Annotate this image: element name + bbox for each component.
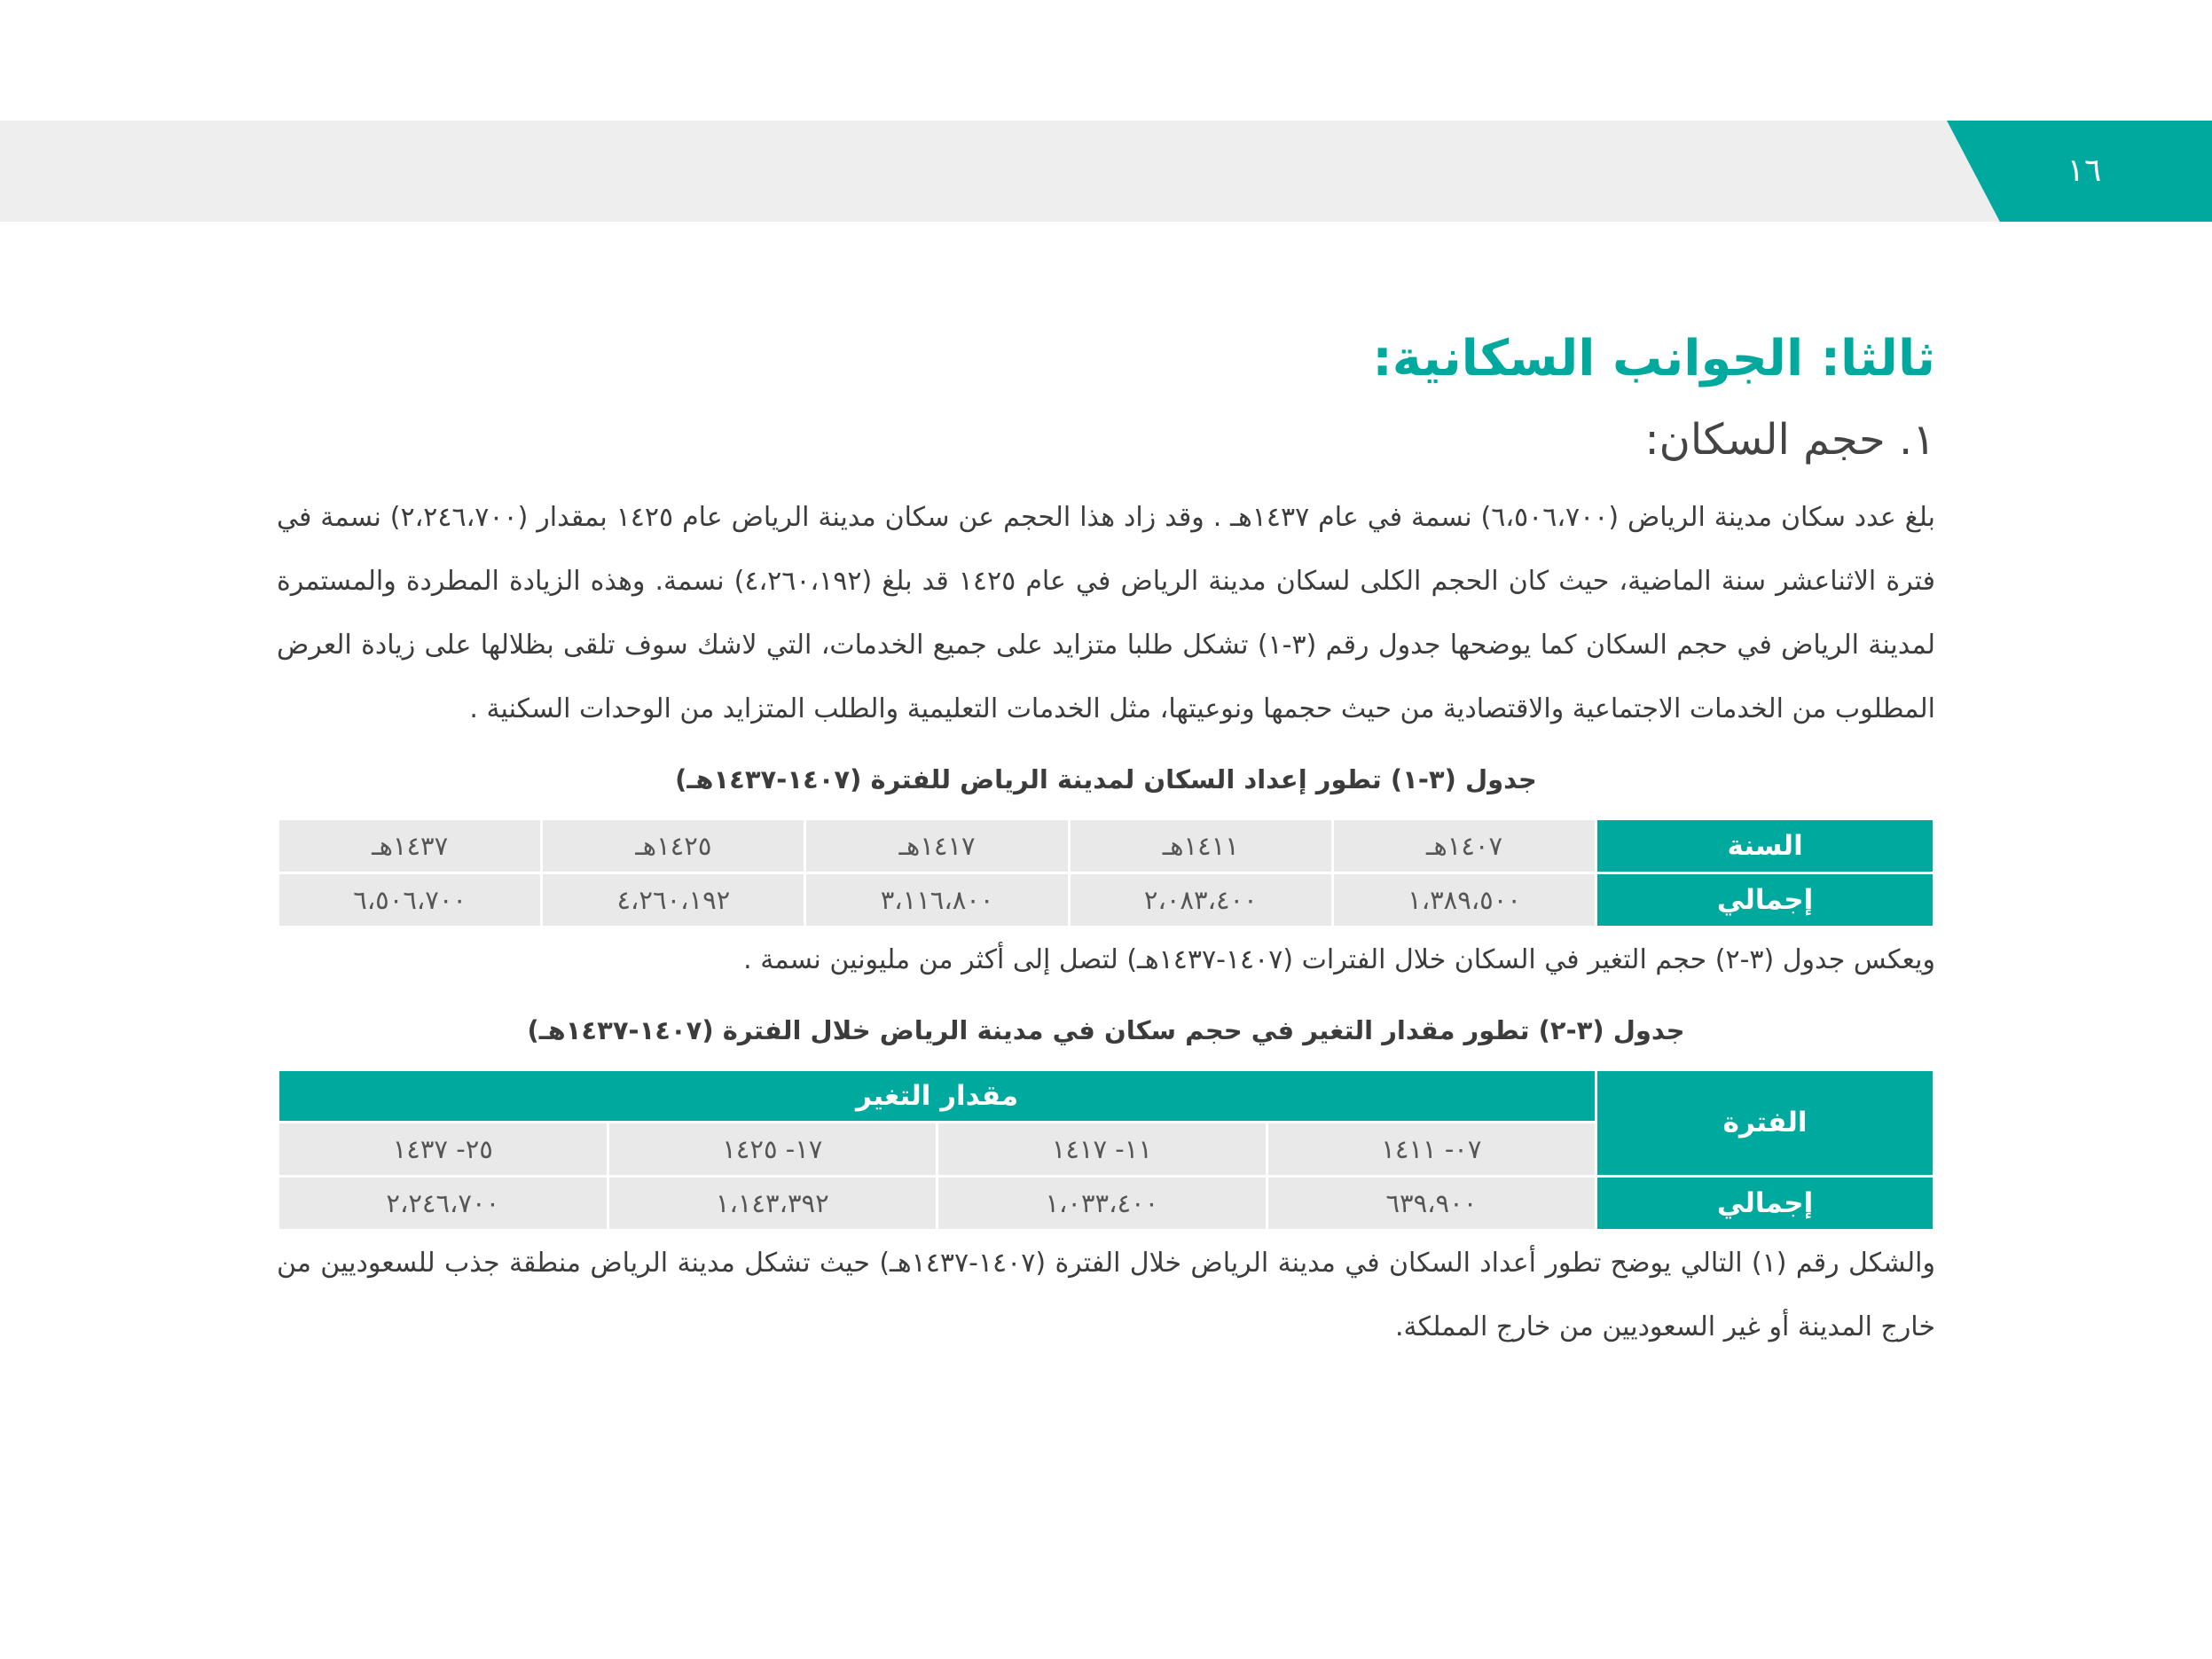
table-cell: ١١- ١٤١٧ — [937, 1122, 1267, 1176]
row-label-total: إجمالي — [1596, 1176, 1934, 1230]
header-band — [0, 121, 2212, 222]
table-cell: ٢٥- ١٤٣٧ — [278, 1122, 608, 1176]
paragraph-change-intro: ويعكس جدول (٣-٢) حجم التغير في السكان خلال الفترات (١٤٠٧-١٤٣٧هـ) لتصل إلى أكثر من مليونين نسمة . — [743, 943, 1935, 975]
table-cell: ٠٧- ١٤١١ — [1267, 1122, 1596, 1176]
section-title: ثالثا: الجوانب السكانية: — [1372, 330, 1935, 387]
table-cell: ١،١٤٣،٣٩٢ — [608, 1176, 937, 1230]
table-cell: ٦٣٩،٩٠٠ — [1267, 1176, 1596, 1230]
row-label-year: السنة — [1596, 818, 1934, 873]
table-row-totals — [278, 873, 1934, 927]
page-number: ١٦ — [2067, 153, 2102, 189]
table-cell: ١،٣٨٩،٥٠٠ — [1332, 873, 1596, 927]
table-cell: ١٤١١هـ — [1069, 818, 1332, 873]
table-cell: ١٤١٧هـ — [805, 818, 1069, 873]
page-content — [277, 328, 1935, 1359]
table-row-years — [278, 818, 1934, 873]
table-row-group-header — [278, 1069, 1934, 1122]
table-cell: ١٤٢٥هـ — [542, 818, 805, 873]
table2-caption: جدول (٣-٢) تطور مقدار التغير في حجم سكان في مدينة الرياض خلال الفترة (١٤٠٧-١٤٣٧هـ) — [527, 1014, 1685, 1045]
table-row-changes — [278, 1176, 1934, 1230]
table-cell: ٣،١١٦،٨٠٠ — [805, 873, 1069, 927]
population-table — [277, 818, 1935, 928]
group-header-change: مقدار التغير — [278, 1069, 1596, 1122]
table-cell: ٦،٥٠٦،٧٠٠ — [278, 873, 542, 927]
row-label-period: الفترة — [1596, 1069, 1934, 1176]
paragraph-figure-intro: والشكل رقم (١) التالي يوضح تطور أعداد السكان في مدينة الرياض خلال الفترة (١٤٠٧-١٤٣٧هـ) حيث تشكل مدينة الرياض منطقة جذب للسعوديين من خارج المدينة أو غير السعوديين من خارج المملكة. — [277, 1247, 1935, 1342]
change-table — [277, 1068, 1935, 1232]
subsection-title: ١. حجم السكان: — [1644, 415, 1935, 465]
table-cell: ٢،٠٨٣،٤٠٠ — [1069, 873, 1332, 927]
table-cell: ١٧- ١٤٢٥ — [608, 1122, 937, 1176]
table-cell: ١،٠٣٣،٤٠٠ — [937, 1176, 1267, 1230]
row-label-total: إجمالي — [1596, 873, 1934, 927]
table-cell: ٤،٢٦٠،١٩٢ — [542, 873, 805, 927]
table-cell: ١٤٠٧هـ — [1332, 818, 1596, 873]
table-cell: ٢،٢٤٦،٧٠٠ — [278, 1176, 608, 1230]
table1-caption: جدول (٣-١) تطور إعداد السكان لمدينة الرياض للفترة (١٤٠٧-١٤٣٧هـ) — [675, 763, 1537, 794]
table-cell: ١٤٣٧هـ — [278, 818, 542, 873]
paragraph-population-size: بلغ عدد سكان مدينة الرياض (٦،٥٠٦،٧٠٠) نسمة في عام ١٤٣٧هـ . وقد زاد هذا الحجم عن سكان مدينة الرياض عام ١٤٢٥ بمقدار (٢،٢٤٦،٧٠٠) نسمة في فترة الاثناعشر سنة الماضية، حيث كان الحجم الكلى لسكان مدينة الرياض في عام ١٤٢٥ قد بلغ (٤،٢٦٠،١٩٢) نسمة. وهذه الزيادة المطردة والمستمرة لمدينة الرياض في حجم السكان كما يوضحها جدول رقم (٣-١) تشكل طلبا متزايد على جميع الخدمات، التي لاشك سوف تلقى بظلالها على زيادة العرض المطلوب من الخدمات الاجتماعية والاقتصادية من حيث حجمها ونوعيتها، مثل الخدمات التعليمية والطلب المتزايد من الوحدات السكنية . — [277, 501, 1936, 724]
